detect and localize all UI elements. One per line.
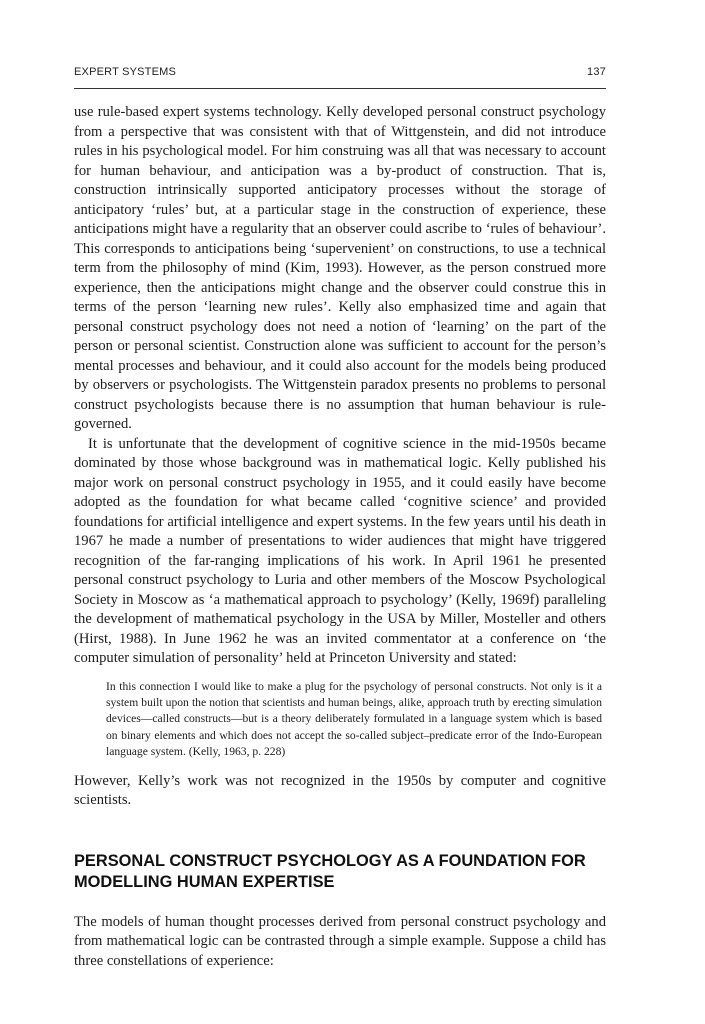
block-quote: In this connection I would like to make a plug for the psychology of personal constructs. Not only is it a system built upon the notion that scientists and human beings, alike, approach truth by erecting simulation devices—called constructs—but is a theory deliberately formulated in a language system which is based on binary elements and which does not accept the so-called subject–predicate error of the Indo-European language system. (Kelly, 1963, p. 228): [106, 679, 602, 759]
paragraph-3: However, Kelly’s work was not recognized in the 1950s by computer and cognitive scientists.: [74, 772, 606, 809]
running-title: EXPERT SYSTEMS: [74, 66, 177, 78]
page-number: 137: [587, 66, 606, 78]
paragraph-4: The models of human thought processes derived from personal construct psychology and from mathematical logic can be contrasted through a simple example. Suppose a child has three constellations of experience:: [74, 913, 606, 969]
paragraph-2: It is unfortunate that the development of cognitive science in the mid-1950s became dominated by those whose background was in mathematical logic. Kelly published his major work on personal construct psychology in 1955, and it could easily have become adopted as the foundation for what became called ‘cognitive science’ and provided foundations for artificial intelligence and expert systems. In the few years until his death in 1967 he made a number of presentations to wider audiences that might have triggered recognition of the far-ranging implications of his work. In April 1961 he presented personal construct psychology to Luria and other members of the Moscow Psychological Society in Moscow as ‘a mathematical approach to psychology’ (Kelly, 1969f) paralleling the development of mathematical psychology in the USA by Miller, Mosteller and others (Hirst, 1988). In June 1962 he was an invited commentator at a conference on ‘the computer simulation of personality’ held at Princeton University and stated:: [74, 435, 606, 666]
header-rule: [74, 88, 606, 89]
paragraph-1: use rule-based expert systems technology. Kelly developed personal construct psychology from a perspective that was consistent with that of Wittgenstein, and did not introduce rules in his psychological model. For him construing was all that was necessary to account for human behaviour, and anticipation was a by-product of construction. That is, construction intrinsically supported anticipatory processes without the storage of anticipatory ‘rules’ but, at a particular stage in the construction of experience, these anticipations might have a regularity that an observer could ascribe to ‘rules of behaviour’. This corresponds to anticipations being ‘supervenient’ on constructions, to use a technical term from the philosophy of mind (Kim, 1993). However, as the person construed more experience, then the anticipations might change and the observer could construe this in terms of the person ‘learning new rules’. Kelly also emphasized time and again that personal construct psychology does not need a notion of ‘learning’ on the part of the person or personal scientist. Construction alone was sufficient to account for the person’s mental processes and behaviour, and it could also account for the models being produced by observers or psychologists. The Wittgenstein paradox presents no problems to personal construct psychologists because there is no assumption that human behaviour is rule-governed.: [74, 104, 606, 432]
section-heading: PERSONAL CONSTRUCT PSYCHOLOGY AS A FOUNDATION FOR MODELLING HUMAN EXPERTISE: [74, 851, 586, 891]
page-body: [74, 103, 606, 971]
